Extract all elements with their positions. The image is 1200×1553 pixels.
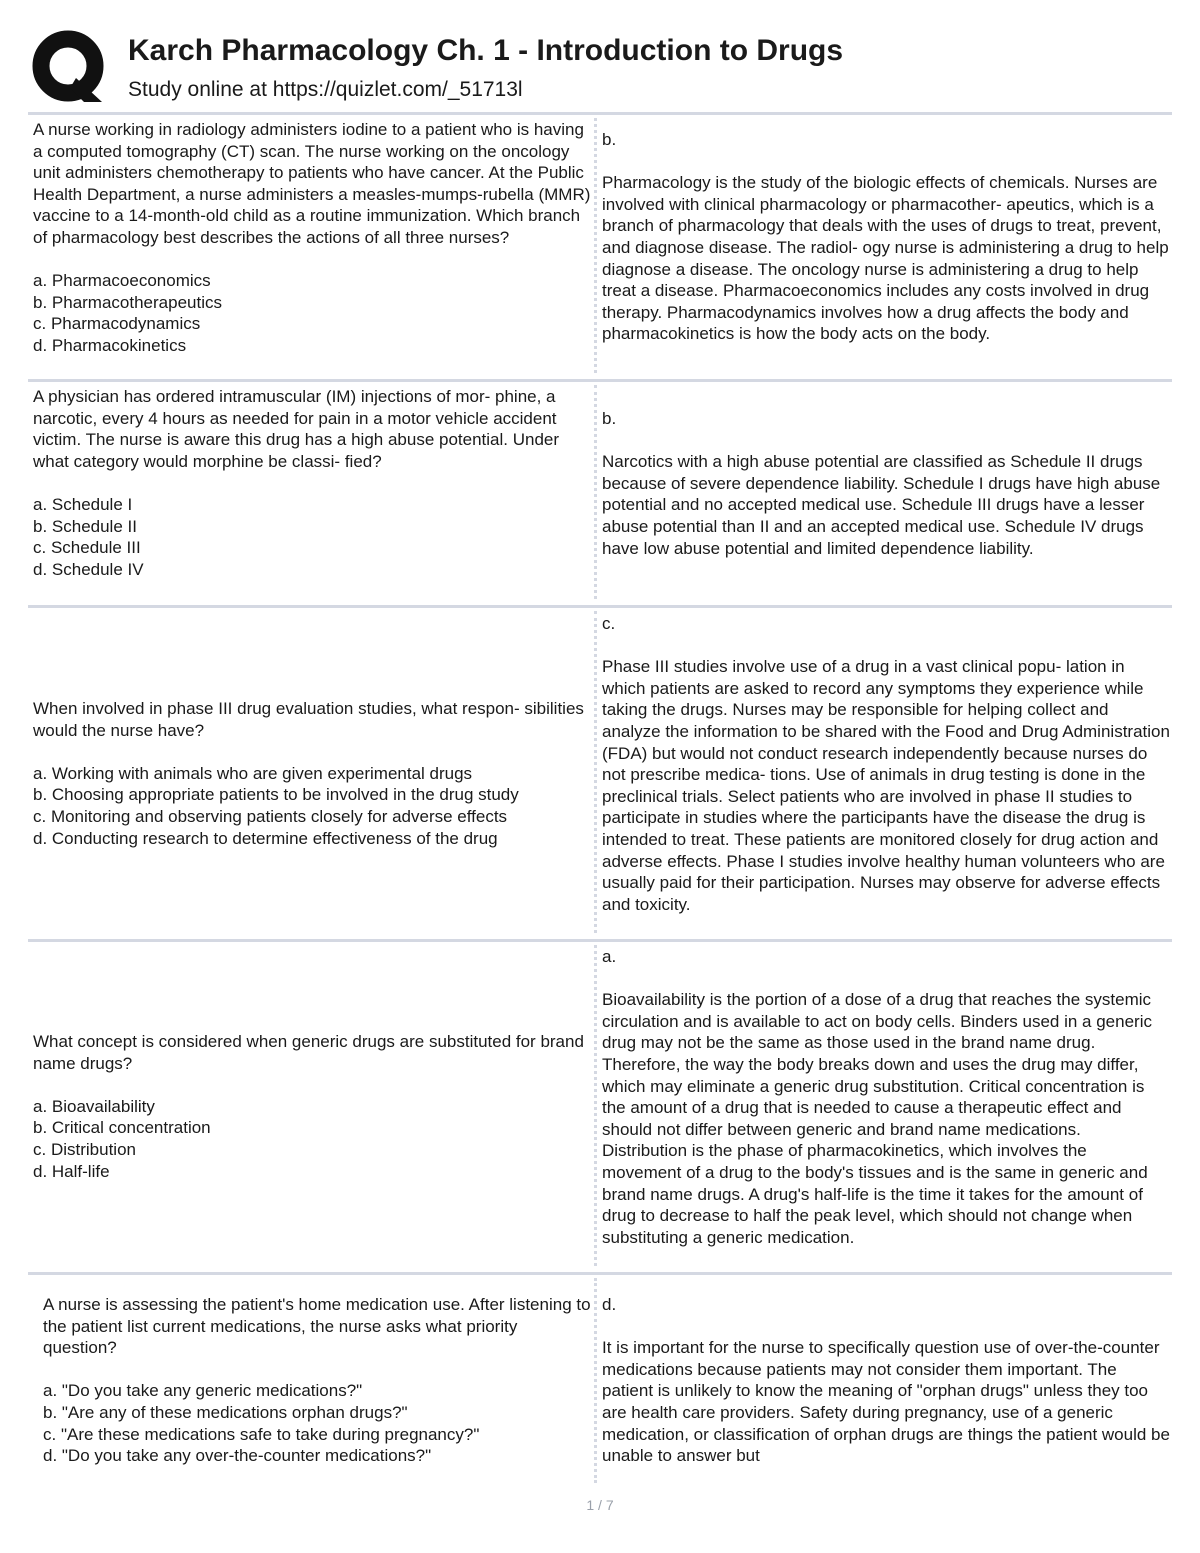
card-4-answer: a. Bioavailability is the portion of a dose of a drug that reaches the systemic circulation and is available to act on body cells. Binders used in a generic drug may not be the same as those used in the brand name drug. Therefore, the way the body breaks down and uses the drug may differ, which may eliminate a generic drug substitution. Critical concentration is the amount of a drug that is needed to cause a therapeutic effect and should not differ between generic and brand name medications. Distribution is the phase of pharmacokinetics, which involves the movement of a drug to the body's tissues and is the same in generic and brand name drugs. A drug's half-life is the time it takes for the amount of drug to decrease to half the peak level, which should not change when substituting a generic medication. bbox=[602, 947, 1152, 1247]
card-2-answer: b. Narcotics with a high abuse potential are classified as Schedule II drugs because of severe dependence liability. Schedule I drugs have high abuse potential and no accepted medical use. Schedule III drugs have a lesser abuse potential than II and an accepted medical use. Schedule IV drugs have low abuse potential and limited dependence liability. bbox=[602, 409, 1161, 558]
card-1-answer: b. Pharmacology is the study of the biologic effects of chemicals. Nurses are involved with clinical pharmacology or pharmacother- apeutics, which is a branch of pharmacology that deals with the uses of drugs to treat, prevent, and diagnose disease. The radiol- ogy nurse is administering a drug to help diagnose a disease. The oncology nurse is administering a drug to help treat a disease. Pharmacoeconomics includes any costs involved in drug therapy. Pharmacodynamics involves how a drug affects the body and pharmacokinetics is how the body acts on the body. bbox=[602, 130, 1169, 344]
column-separator bbox=[594, 1278, 597, 1483]
row-divider bbox=[28, 379, 1172, 382]
row-divider bbox=[28, 1272, 1172, 1275]
card-5-answer: d. It is important for the nurse to specifically question use of over-the-counter medications because patients may not consider them important. The patient is unlikely to know the meaning of "orphan drugs" unless they too are health care providers. Safety during pregnancy, use of a generic medication, or classification of orphan drugs are things the patient would be unable to answer but bbox=[602, 1295, 1170, 1466]
page-header bbox=[28, 28, 1178, 108]
page-title: Karch Pharmacology Ch. 1 - Introduction to Drugs bbox=[128, 34, 844, 67]
card-5-question: A nurse is assessing the patient's home medication use. After listening to the patient list current medications, the nurse asks what priority question? a. "Do you take any generic medications?" b. "Are any of these medications orphan drugs?" c. "Are these medications safe to take during pregnancy?" d. "Do you take any over-the-counter medications?" bbox=[43, 1295, 591, 1466]
study-online-link[interactable]: Study online at https://quizlet.com/_51713l bbox=[128, 78, 523, 101]
column-separator bbox=[594, 611, 597, 933]
row-divider bbox=[28, 939, 1172, 942]
quizlet-q-logo-icon bbox=[32, 30, 106, 104]
row-divider bbox=[28, 605, 1172, 608]
card-4-question: What concept is considered when generic drugs are substituted for brand name drugs? a. Bioavailability b. Critical concentration c. Distribution d. Half-life bbox=[33, 1032, 584, 1181]
column-separator bbox=[594, 385, 597, 599]
card-3-answer: c. Phase III studies involve use of a drug in a vast clinical popu- lation in which patients are asked to record any symptoms they experience while taking the drugs. Nurses may be responsible for helping collect and analyze the information to be shared with the Food and Drug Administration (FDA) but would not conduct research independently because nurses do not prescribe medica- tions. Use of animals in drug testing is done in the preclinical trials. Select patients who are involved in phase II studies to participate in studies where the participants have the disease the drug is intended to treat. These patients are monitored closely for drug action and adverse effects. Phase I studies involve healthy human volunteers who are usually paid for their participation. Nurses may observe for adverse effects and toxicity. bbox=[602, 614, 1170, 914]
column-separator bbox=[594, 118, 597, 373]
card-2-question: A physician has ordered intramuscular (IM) injections of mor- phine, a narcotic, every 4 hours as needed for pain in a motor vehicle accident victim. The nurse is aware this drug has a high abuse potential. Under what category would morphine be classi- fied? a. Schedule I b. Schedule II c. Schedule III d. Schedule IV bbox=[33, 387, 560, 579]
row-divider bbox=[28, 112, 1172, 115]
card-1-question: A nurse working in radiology administers iodine to a patient who is having a computed tomography (CT) scan. The nurse working on the oncology unit administers chemotherapy to patients who have cancer. At the Public Health Department, a nurse administers a measles-mumps-rubella (MMR) vaccine to a 14-month-old child as a routine immunization. Which branch of pharmacology best describes the actions of all three nurses? a. Pharmacoeconomics b. Pharmacotherapeutics c. Pharmacodynamics d. Pharmacokinetics bbox=[33, 120, 591, 355]
page-number: 1 / 7 bbox=[586, 1497, 614, 1513]
card-3-question: When involved in phase III drug evaluation studies, what respon- sibilities would the nurse have? a. Working with animals who are given experimental drugs b. Choosing appropriate patients to be involved in the drug study c. Monitoring and observing patients closely for adverse effects d. Conducting research to determine effectiveness of the drug bbox=[33, 699, 584, 848]
column-separator bbox=[594, 945, 597, 1266]
